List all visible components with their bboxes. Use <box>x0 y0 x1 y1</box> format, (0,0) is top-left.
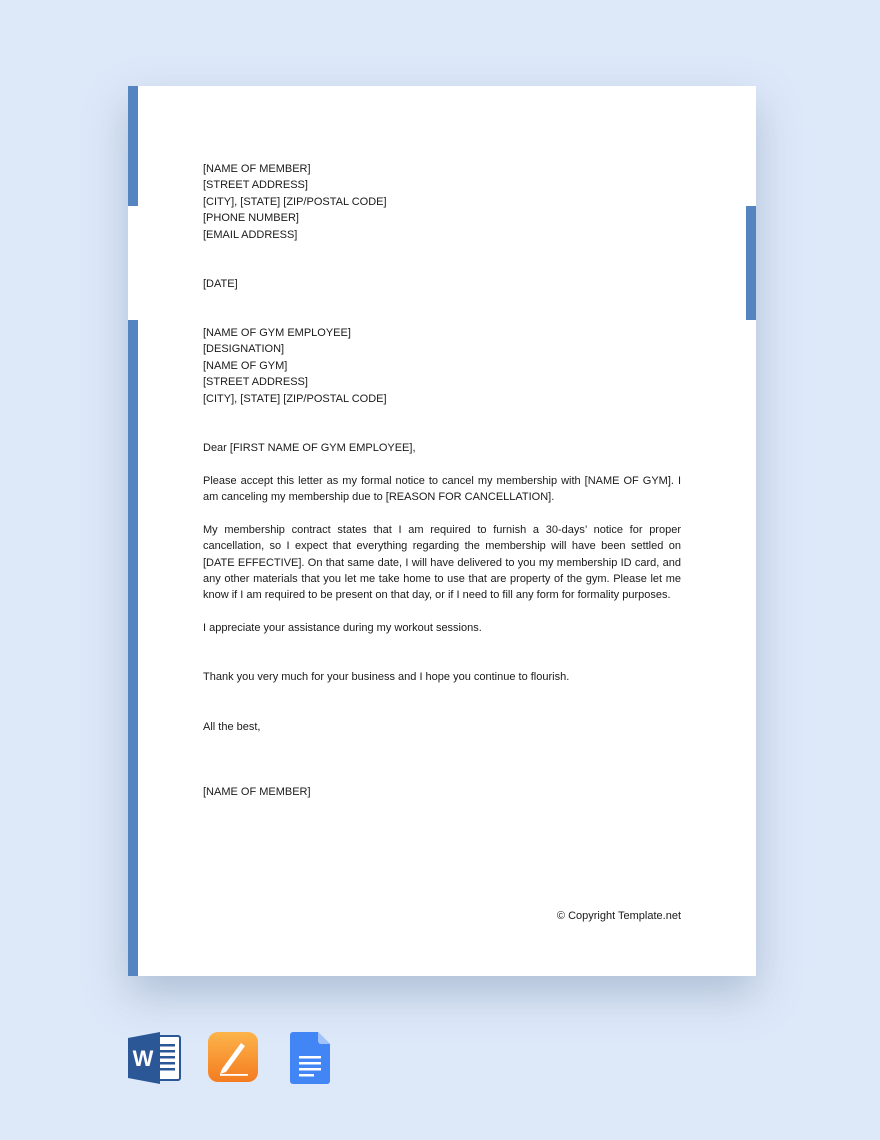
recipient-designation: [DESIGNATION] <box>203 343 285 356</box>
word-letter: W <box>132 1046 154 1071</box>
paragraph-thanks: Thank you very much for your business and I hope you continue to flourish. <box>203 671 570 684</box>
letter-body <box>203 161 681 801</box>
sender-city: [CITY], [STATE] [ZIP/POSTAL CODE] <box>203 195 387 208</box>
salutation: Dear [FIRST NAME OF GYM EMPLOYEE], <box>203 441 416 454</box>
signature-name: [NAME OF MEMBER] <box>203 786 311 799</box>
recipient-gym: [NAME OF GYM] <box>203 359 288 372</box>
left-accent-bar-top <box>128 86 138 206</box>
sender-email: [EMAIL ADDRESS] <box>203 228 298 241</box>
sender-name: [NAME OF MEMBER] <box>203 163 311 175</box>
paragraph-notice: Please accept this letter as my formal notice to cancel my membership with [NAME OF GYM]. I am canceling my membership due to [REASON FOR CANCELLATION]. <box>203 474 681 504</box>
letter-page <box>128 86 756 976</box>
sender-block <box>203 161 681 243</box>
sender-phone: [PHONE NUMBER] <box>203 212 299 225</box>
recipient-name: [NAME OF GYM EMPLOYEE] <box>203 327 351 340</box>
closing: All the best, <box>203 720 261 733</box>
google-docs-icon[interactable] <box>290 1032 330 1084</box>
paragraph-contract: My membership contract states that I am required to furnish a 30-days’ notice for proper cancellation, so I expect that everything regarding the membership will have been settled on [DATE EFFECTIVE]. On that same date, I will have delivered to you my membership ID card, and any other materials that you let me take home to use that are property of the gym. Please let me know if I am required to be present on that day, or if I need to fill any form for formality purposes. <box>203 523 681 602</box>
copyright-notice: © Copyright Template.net <box>556 910 681 922</box>
microsoft-word-icon[interactable] <box>128 1032 182 1084</box>
sender-street: [STREET ADDRESS] <box>203 179 308 192</box>
left-accent-bar-bottom <box>128 320 138 976</box>
recipient-street: [STREET ADDRESS] <box>203 376 308 389</box>
recipient-block <box>203 325 681 407</box>
paragraph-appreciation: I appreciate your assistance during my workout sessions. <box>203 622 482 635</box>
letter-date: [DATE] <box>203 277 238 290</box>
right-accent-bar <box>746 206 756 320</box>
apple-pages-icon[interactable] <box>208 1032 258 1082</box>
recipient-city: [CITY], [STATE] [ZIP/POSTAL CODE] <box>203 392 387 405</box>
